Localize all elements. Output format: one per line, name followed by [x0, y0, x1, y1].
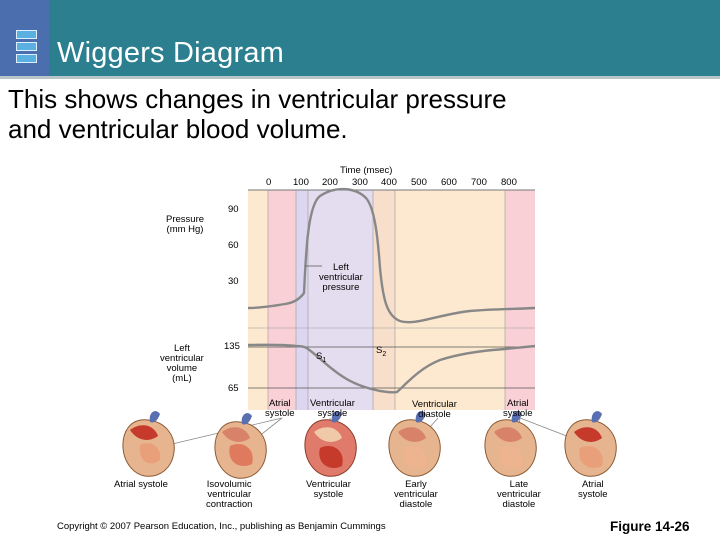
pressure-tick-90: 90 [228, 204, 239, 215]
heart-icon-2 [215, 413, 266, 478]
slide-title: Wiggers Diagram [57, 37, 284, 69]
pressure-axis-label: Pressure (mm Hg) [166, 214, 205, 235]
heart-caption-6: Atrial systole [578, 479, 608, 500]
heart-sound-s1: $S_1$ [316, 351, 327, 364]
lv-pressure-label: Left ventricular pressure [319, 262, 363, 293]
figure-label: Figure 14-26 [610, 519, 690, 534]
time-tick-label: 800 [501, 177, 517, 188]
phase-label-ventricular-systole: Ventricular systole [310, 398, 355, 419]
time-axis-label: Time (msec) [340, 165, 393, 176]
heart-caption-1: Atrial systole [114, 479, 168, 490]
heart-caption-3: Ventricular systole [306, 479, 351, 500]
heart-icon-1 [123, 411, 174, 476]
phase-label-atrial-systole: Atrial systole [265, 398, 295, 419]
time-tick-label: 700 [471, 177, 487, 188]
volume-tick-135: 135 [224, 341, 240, 352]
phase-label-atrial-systole-2: Atrial systole [503, 398, 533, 419]
time-tick-label: 200 [322, 177, 338, 188]
time-tick-label: 500 [411, 177, 427, 188]
pressure-tick-60: 60 [228, 240, 239, 251]
volume-tick-65: 65 [228, 383, 239, 394]
phase-label-ventricular-diastole: Ventricular diastole [412, 399, 457, 420]
volume-axis-label: Left ventricular volume (mL) [160, 343, 204, 384]
heart-sound-s2: $S_2$ [376, 345, 387, 358]
ventricular-systole-band [308, 190, 373, 410]
heart-icon-3 [305, 411, 356, 476]
heart-caption-2: Isovolumic ventricular contraction [206, 479, 253, 510]
time-tick-label: 100 [293, 177, 309, 188]
pressure-tick-30: 30 [228, 276, 239, 287]
time-tick-label: 0 [266, 177, 272, 188]
atrial-systole-band-2 [505, 190, 535, 410]
heart-caption-5: Late ventricular diastole [497, 479, 541, 510]
heart-caption-4: Early ventricular diastole [394, 479, 438, 510]
time-tick-label: 600 [441, 177, 457, 188]
time-tick-label: 300 [352, 177, 368, 188]
heart-icon-4 [389, 411, 440, 476]
heart-icon-6 [565, 411, 616, 476]
intro-line-1: This shows changes in ventricular pressure [8, 84, 507, 114]
copyright-text: Copyright © 2007 Pearson Education, Inc., publishing as Benjamin Cummings [57, 521, 386, 532]
time-tick-label: 400 [381, 177, 397, 188]
atrial-systole-band [268, 190, 296, 410]
intro-line-2: and ventricular blood volume. [8, 114, 348, 144]
